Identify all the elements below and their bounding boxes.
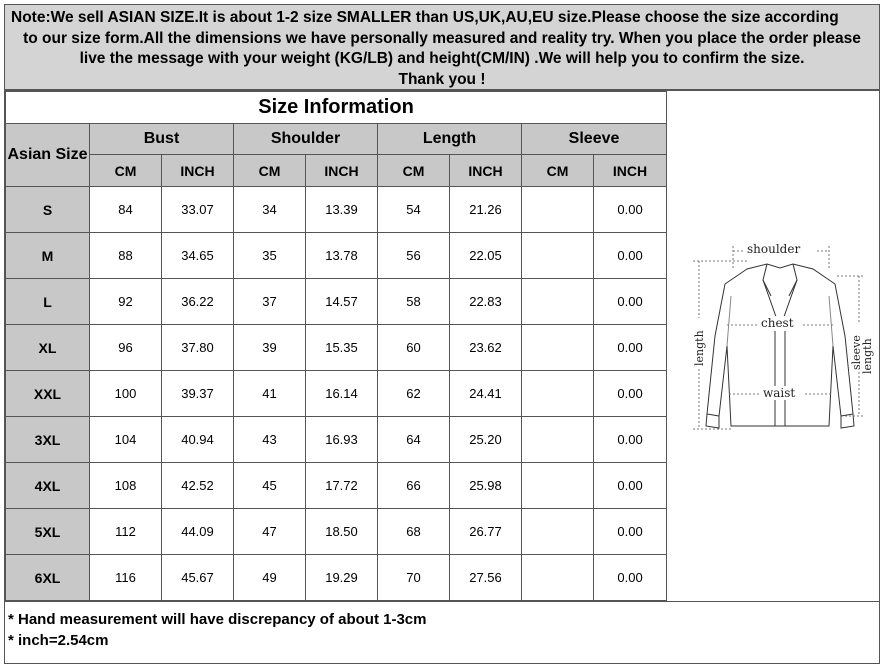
waist-label: waist — [763, 386, 796, 400]
table-row — [6, 371, 667, 417]
measurement-cell: 70 — [378, 555, 450, 601]
size-cell: 3XL — [6, 417, 90, 463]
measurement-cell: 0.00 — [594, 187, 667, 233]
measurement-cell: 0.00 — [594, 417, 667, 463]
shirt-diagram — [687, 236, 875, 446]
table-row — [6, 417, 667, 463]
size-cell: S — [6, 187, 90, 233]
measurement-cell: 37 — [234, 279, 306, 325]
measurement-cell: 112 — [90, 509, 162, 555]
measurement-cell — [522, 279, 594, 325]
measurement-cell: 24.41 — [450, 371, 522, 417]
measurement-cell: 27.56 — [450, 555, 522, 601]
measurement-cell: 0.00 — [594, 233, 667, 279]
measurement-cell: 60 — [378, 325, 450, 371]
measurement-cell: 16.93 — [306, 417, 378, 463]
measurement-cell: 16.14 — [306, 371, 378, 417]
measurement-cell: 58 — [378, 279, 450, 325]
table-row — [6, 233, 667, 279]
measurement-cell: 13.78 — [306, 233, 378, 279]
shoulder-header: Shoulder — [234, 124, 378, 155]
measurement-cell: 43 — [234, 417, 306, 463]
measurement-cell: 0.00 — [594, 509, 667, 555]
unit-header: INCH — [450, 155, 522, 187]
measurement-cell: 39 — [234, 325, 306, 371]
table-row — [6, 187, 667, 233]
measurement-cell: 100 — [90, 371, 162, 417]
shoulder-label: shoulder — [747, 242, 801, 256]
measurement-cell: 104 — [90, 417, 162, 463]
sleeve-header: Sleeve — [522, 124, 667, 155]
measurement-cell: 0.00 — [594, 371, 667, 417]
size-cell: 6XL — [6, 555, 90, 601]
asian-size-header: Asian Size — [6, 124, 90, 187]
length-header: Length — [378, 124, 522, 155]
measurement-cell: 64 — [378, 417, 450, 463]
measurement-cell: 34.65 — [162, 233, 234, 279]
table-row — [6, 509, 667, 555]
sleeve-label-bottom: length — [861, 338, 874, 374]
unit-header: CM — [234, 155, 306, 187]
size-chart-panel — [4, 90, 880, 664]
measurement-cell: 116 — [90, 555, 162, 601]
measurement-cell — [522, 187, 594, 233]
measurement-cell: 23.62 — [450, 325, 522, 371]
measurement-cell: 42.52 — [162, 463, 234, 509]
measurement-cell: 21.26 — [450, 187, 522, 233]
measurement-cell — [522, 555, 594, 601]
measurement-cell: 41 — [234, 371, 306, 417]
chest-label: chest — [761, 316, 794, 330]
table-title: Size Information — [6, 92, 667, 124]
measurement-cell: 45.67 — [162, 555, 234, 601]
bust-header: Bust — [90, 124, 234, 155]
measurement-cell — [522, 417, 594, 463]
size-cell: M — [6, 233, 90, 279]
measurement-cell: 15.35 — [306, 325, 378, 371]
measurement-cell: 36.22 — [162, 279, 234, 325]
size-cell: 5XL — [6, 509, 90, 555]
measurement-cell: 14.57 — [306, 279, 378, 325]
sleeve-label-top: sleeve — [850, 335, 863, 370]
measurement-cell: 0.00 — [594, 463, 667, 509]
measurement-cell: 0.00 — [594, 325, 667, 371]
unit-header: INCH — [162, 155, 234, 187]
measurement-cell: 44.09 — [162, 509, 234, 555]
measurement-cell: 62 — [378, 371, 450, 417]
measurement-cell: 45 — [234, 463, 306, 509]
measurement-cell: 19.29 — [306, 555, 378, 601]
footer-line-1: * Hand measurement will have discrepancy of about 1-3cm — [8, 611, 427, 628]
measurement-cell: 49 — [234, 555, 306, 601]
measurement-cell: 47 — [234, 509, 306, 555]
measurement-cell: 13.39 — [306, 187, 378, 233]
measurement-cell: 92 — [90, 279, 162, 325]
table-row — [6, 463, 667, 509]
table-row — [6, 555, 667, 601]
measurement-cell: 0.00 — [594, 279, 667, 325]
measurement-cell: 22.83 — [450, 279, 522, 325]
note-line-4: Thank you ! — [398, 70, 486, 88]
measurement-cell: 84 — [90, 187, 162, 233]
measurement-cell: 108 — [90, 463, 162, 509]
size-cell: XXL — [6, 371, 90, 417]
size-note — [4, 4, 880, 90]
measurement-cell: 33.07 — [162, 187, 234, 233]
unit-header: CM — [378, 155, 450, 187]
measurement-cell: 56 — [378, 233, 450, 279]
measurement-cell: 17.72 — [306, 463, 378, 509]
size-cell: L — [6, 279, 90, 325]
measurement-cell: 66 — [378, 463, 450, 509]
measurement-cell: 25.98 — [450, 463, 522, 509]
note-line-2: to our size form.All the dimensions we have personally measured and reality try. When you place the order please — [23, 29, 861, 47]
note-line-1: Note:We sell ASIAN SIZE.It is about 1-2 size SMALLER than US,UK,AU,EU size.Please choose the size according — [11, 9, 839, 26]
measurement-cell: 39.37 — [162, 371, 234, 417]
measurement-cell: 68 — [378, 509, 450, 555]
measurement-cell: 96 — [90, 325, 162, 371]
measurement-cell — [522, 325, 594, 371]
note-line-3: live the message with your weight (KG/LB) and height(CM/IN) .We will help you to confirm the size. — [79, 50, 805, 67]
footer-notes — [5, 601, 879, 663]
unit-header: INCH — [594, 155, 667, 187]
measurement-cell — [522, 463, 594, 509]
measurement-cell: 26.77 — [450, 509, 522, 555]
table-row — [6, 279, 667, 325]
measurement-cell — [522, 509, 594, 555]
measurement-cell: 54 — [378, 187, 450, 233]
unit-header: CM — [522, 155, 594, 187]
size-table — [5, 91, 667, 601]
measurement-cell: 34 — [234, 187, 306, 233]
size-cell: 4XL — [6, 463, 90, 509]
footer-line-2: * inch=2.54cm — [8, 632, 109, 649]
measurement-cell: 40.94 — [162, 417, 234, 463]
measurement-cell: 22.05 — [450, 233, 522, 279]
measurement-cell — [522, 233, 594, 279]
table-row — [6, 325, 667, 371]
shirt-measurement-icon — [687, 236, 875, 446]
unit-header: INCH — [306, 155, 378, 187]
measurement-cell: 37.80 — [162, 325, 234, 371]
measurement-cell: 35 — [234, 233, 306, 279]
measurement-cell: 18.50 — [306, 509, 378, 555]
measurement-cell: 88 — [90, 233, 162, 279]
measurement-cell: 25.20 — [450, 417, 522, 463]
measurement-cell — [522, 371, 594, 417]
measurement-cell: 0.00 — [594, 555, 667, 601]
unit-header: CM — [90, 155, 162, 187]
size-cell: XL — [6, 325, 90, 371]
length-label: length — [693, 330, 706, 366]
